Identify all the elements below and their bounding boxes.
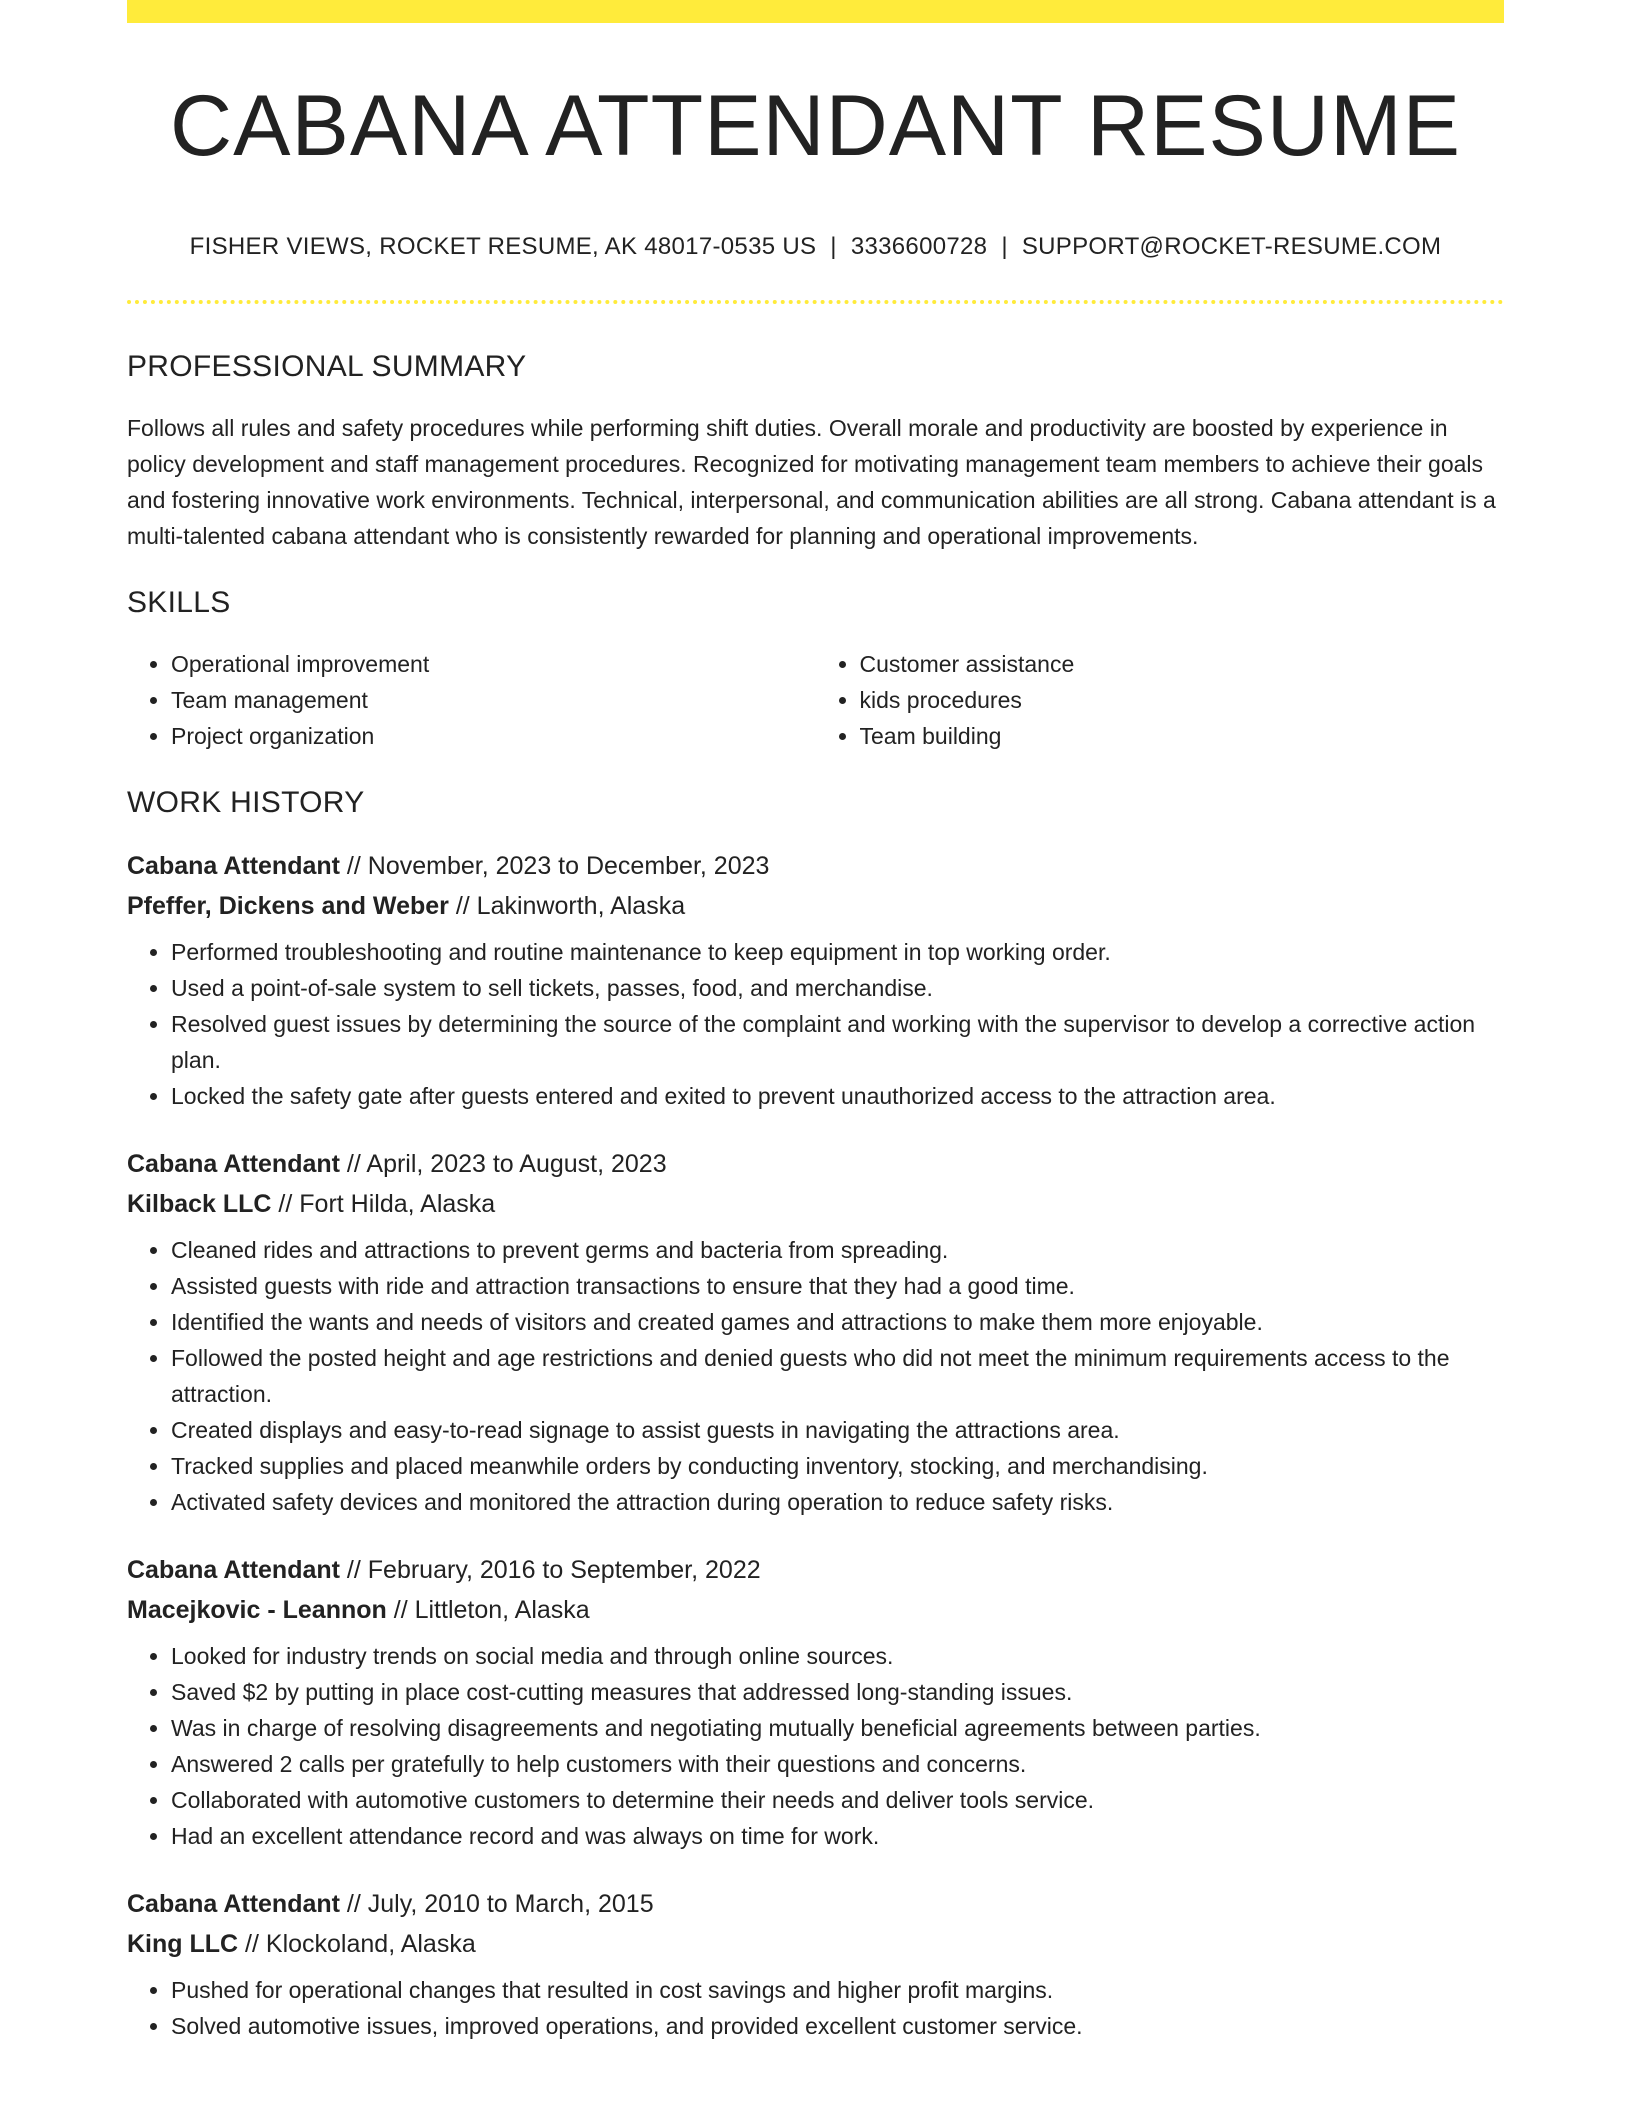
job-company-line	[127, 886, 1504, 926]
header-divider	[127, 300, 1504, 304]
contact-line	[127, 233, 1504, 261]
job-dates: July, 2010 to March, 2015	[367, 1890, 654, 1918]
skills-column-right	[816, 646, 1505, 754]
job-title: Cabana Attendant	[127, 1150, 340, 1178]
job-bullet: • Solved automotive issues, improved operations, and provided excellent customer service.	[171, 2008, 1504, 2044]
job-company: King LLC	[127, 1930, 239, 1958]
job-bullet: • Performed troubleshooting and routine maintenance to keep equipment in top working order.	[171, 934, 1504, 970]
job-separator: //	[339, 1890, 368, 1918]
job-entry	[127, 1884, 1504, 2044]
job-company: Kilback LLC	[127, 1190, 272, 1218]
job-location: Lakinworth, Alaska	[476, 892, 686, 920]
job-entry	[127, 1550, 1504, 1854]
job-bullet: • Cleaned rides and attractions to prevent germs and bacteria from spreading.	[171, 1232, 1504, 1268]
summary-heading: PROFESSIONAL SUMMARY	[127, 350, 527, 383]
job-separator: //	[238, 1930, 266, 1958]
skill-item: • Team building	[860, 718, 1505, 754]
job-company-line	[127, 1924, 1504, 1964]
skill-item: • kids procedures	[860, 682, 1505, 718]
job-bullet: • Activated safety devices and monitored the attraction during operation to reduce safety risks.	[171, 1484, 1504, 1520]
job-separator: //	[339, 1556, 368, 1584]
skill-item: • Team management	[171, 682, 816, 718]
job-bullet: • Collaborated with automotive customers to determine their needs and deliver tools service.	[171, 1782, 1504, 1818]
summary-text: Follows all rules and safety procedures while performing shift duties. Overall morale and productivity are boosted by experience in policy development and staff management procedures. Recognized for motivating management team members to achieve their goals and fostering innovative work environments. Technical, interpersonal, and communication abilities are all strong. Cabana attendant is a multi-talented cabana attendant who is consistently rewarded for planning and operational improvements.	[127, 415, 1496, 549]
contact-separator: |	[1001, 233, 1008, 260]
job-separator: //	[448, 892, 477, 920]
work-history-list	[127, 846, 1504, 2044]
job-location: Klockoland, Alaska	[265, 1930, 476, 1958]
job-bullet: • Had an excellent attendance record and was always on time for work.	[171, 1818, 1504, 1854]
skill-item: • Operational improvement	[171, 646, 816, 682]
job-company: Macejkovic - Leannon	[127, 1596, 387, 1624]
job-separator: //	[339, 852, 368, 880]
resume-page	[127, 0, 1504, 2044]
job-title: Cabana Attendant	[127, 1890, 340, 1918]
job-location: Littleton, Alaska	[414, 1596, 590, 1624]
job-title: Cabana Attendant	[127, 1556, 340, 1584]
skills-heading: SKILLS	[127, 586, 231, 619]
job-bullet-list	[127, 934, 1504, 1114]
job-dates: February, 2016 to September, 2022	[367, 1556, 761, 1584]
job-title: Cabana Attendant	[127, 852, 340, 880]
job-bullet: • Pushed for operational changes that resulted in cost savings and higher profit margins.	[171, 1972, 1504, 2008]
job-location: Fort Hilda, Alaska	[299, 1190, 496, 1218]
contact-email: SUPPORT@ROCKET-RESUME.COM	[1021, 233, 1442, 260]
job-title-line	[127, 846, 1504, 886]
job-title-line	[127, 1144, 1504, 1184]
skills-grid	[127, 646, 1504, 754]
top-accent-bar	[127, 0, 1504, 23]
job-entry	[127, 1144, 1504, 1520]
contact-separator: |	[830, 233, 837, 260]
job-bullet: • Saved $2 by putting in place cost-cutting measures that addressed long-standing issues.	[171, 1674, 1504, 1710]
job-separator: //	[339, 1150, 367, 1178]
job-bullet-list	[127, 1972, 1504, 2044]
job-bullet: • Followed the posted height and age restrictions and denied guests who did not meet the minimum requirements access to the attraction.	[171, 1340, 1504, 1412]
work-history-heading: WORK HISTORY	[127, 786, 365, 819]
job-bullet-list	[127, 1638, 1504, 1854]
job-bullet: • Locked the safety gate after guests entered and exited to prevent unauthorized access to the attraction area.	[171, 1078, 1504, 1114]
resume-title: CABANA ATTENDANT RESUME	[170, 78, 1461, 174]
job-bullet: • Identified the wants and needs of visitors and created games and attractions to make them more enjoyable.	[171, 1304, 1504, 1340]
job-bullet-list	[127, 1232, 1504, 1520]
job-bullet: • Was in charge of resolving disagreements and negotiating mutually beneficial agreements between parties.	[171, 1710, 1504, 1746]
job-dates: April, 2023 to August, 2023	[366, 1150, 667, 1178]
job-bullet: • Resolved guest issues by determining the source of the complaint and working with the supervisor to develop a corrective action plan.	[171, 1006, 1504, 1078]
job-bullet: • Assisted guests with ride and attraction transactions to ensure that they had a good time.	[171, 1268, 1504, 1304]
contact-phone: 3336600728	[850, 233, 988, 260]
job-bullet: • Looked for industry trends on social media and through online sources.	[171, 1638, 1504, 1674]
job-entry	[127, 846, 1504, 1114]
contact-address: FISHER VIEWS, ROCKET RESUME, AK 48017-0535 US	[189, 233, 817, 260]
skills-column-left	[127, 646, 816, 754]
job-bullet: • Answered 2 calls per gratefully to help customers with their questions and concerns.	[171, 1746, 1504, 1782]
skill-item: • Customer assistance	[860, 646, 1505, 682]
job-company-line	[127, 1590, 1504, 1630]
job-bullet: • Used a point-of-sale system to sell tickets, passes, food, and merchandise.	[171, 970, 1504, 1006]
job-title-line	[127, 1884, 1504, 1924]
job-title-line	[127, 1550, 1504, 1590]
job-separator: //	[386, 1596, 415, 1624]
job-company: Pfeffer, Dickens and Weber	[127, 892, 449, 920]
job-dates: November, 2023 to December, 2023	[367, 852, 770, 880]
skill-item: • Project organization	[171, 718, 816, 754]
job-bullet: • Tracked supplies and placed meanwhile orders by conducting inventory, stocking, and merchandising.	[171, 1448, 1504, 1484]
job-separator: //	[271, 1190, 300, 1218]
job-company-line	[127, 1184, 1504, 1224]
job-bullet: • Created displays and easy-to-read signage to assist guests in navigating the attractions area.	[171, 1412, 1504, 1448]
